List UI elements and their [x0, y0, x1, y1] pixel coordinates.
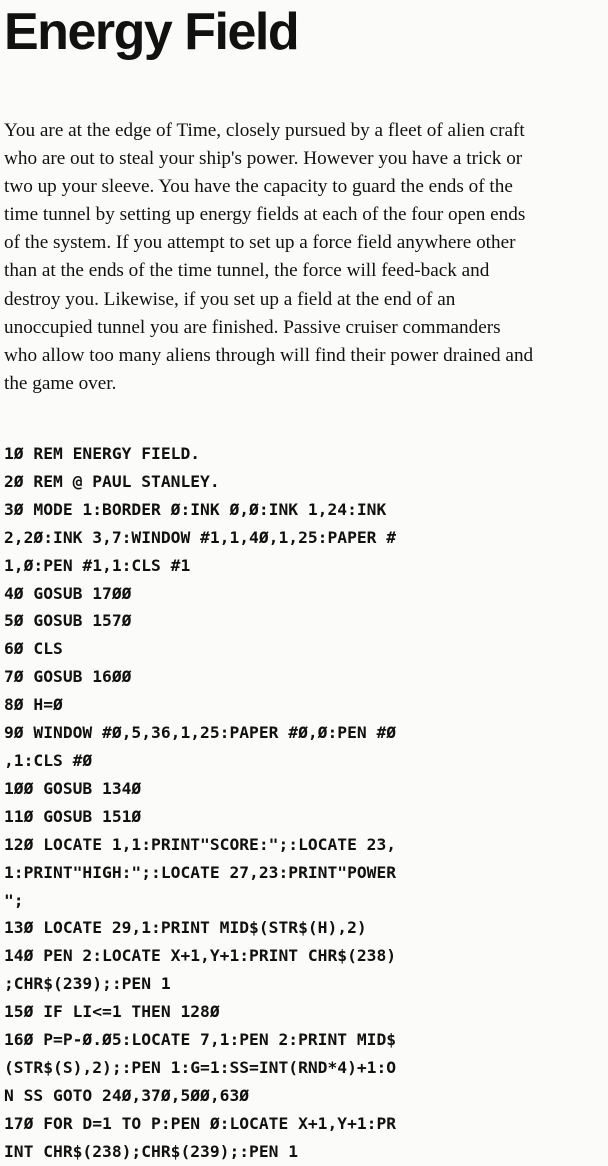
code-line: 2Ø REM @ PAUL STANLEY. — [4, 471, 220, 491]
code-line: 6Ø CLS — [4, 639, 63, 659]
code-line: INT CHR$(238);CHR$(239);:PEN 1 — [4, 1141, 299, 1161]
page-title: Energy Field — [4, 3, 299, 61]
code-line: 14Ø PEN 2:LOCATE X+1,Y+1:PRINT CHR$(238) — [4, 946, 397, 966]
basic-listing — [4, 440, 608, 1166]
code-line: 3Ø MODE 1:BORDER Ø:INK Ø,Ø:INK 1,24:INK — [4, 499, 387, 519]
intro-line: unoccupied tunnel you are finished. Passive cruiser commanders — [4, 316, 501, 338]
code-line: 12Ø LOCATE 1,1:PRINT"SCORE:";:LOCATE 23, — [4, 834, 397, 854]
code-line: 1:PRINT"HIGH:";:LOCATE 27,23:PRINT"POWER — [4, 862, 397, 882]
intro-line: You are at the edge of Time, closely pursued by a fleet of alien craft — [4, 120, 525, 141]
code-line: 11Ø GOSUB 151Ø — [4, 806, 142, 826]
code-line: 1,Ø:PEN #1,1:CLS #1 — [4, 555, 191, 575]
code-line: 4Ø GOSUB 17ØØ — [4, 583, 132, 603]
intro-line: of the system. If you attempt to set up a force field anywhere other — [4, 232, 516, 254]
intro-line: the game over. — [4, 372, 117, 394]
code-line: 16Ø P=P-Ø.Ø5:LOCATE 7,1:PEN 2:PRINT MID$ — [4, 1030, 397, 1050]
code-line: 13Ø LOCATE 29,1:PRINT MID$(STR$(H),2) — [4, 918, 367, 938]
intro-line: than at the ends of the time tunnel, the force will feed-back and — [4, 260, 490, 282]
code-line: 15Ø IF LI<=1 THEN 128Ø — [4, 1002, 220, 1022]
intro-paragraph — [4, 117, 604, 398]
intro-line: who allow too many aliens through will find their power drained and — [4, 344, 534, 366]
code-line: (STR$(S),2);:PEN 1:G=1:SS=INT(RND*4)+1:O — [4, 1057, 397, 1077]
code-line: 1ØØ GOSUB 134Ø — [4, 778, 142, 798]
code-line: N SS GOTO 24Ø,37Ø,5ØØ,63Ø — [4, 1085, 250, 1105]
intro-line: two up your sleeve. You have the capacity to guard the ends of the — [4, 176, 513, 198]
code-line: "; — [4, 890, 24, 910]
code-line: 5Ø GOSUB 157Ø — [4, 611, 132, 631]
code-line: ;CHR$(239);:PEN 1 — [4, 974, 171, 994]
code-line: 1Ø REM ENERGY FIELD. — [4, 444, 201, 463]
intro-line: who are out to steal your ship's power. However you have a trick or — [4, 148, 523, 170]
code-line: 17Ø FOR D=1 TO P:PEN Ø:LOCATE X+1,Y+1:PR — [4, 1113, 397, 1133]
code-line: 8Ø H=Ø — [4, 695, 63, 715]
code-line: ,1:CLS #Ø — [4, 750, 93, 770]
intro-line: destroy you. Likewise, if you set up a field at the end of an — [4, 288, 456, 310]
code-line: 7Ø GOSUB 16ØØ — [4, 667, 132, 687]
intro-line: time tunnel by setting up energy fields at each of the four open ends — [4, 204, 526, 226]
code-line: 9Ø WINDOW #Ø,5,36,1,25:PAPER #Ø,Ø:PEN #Ø — [4, 723, 397, 743]
code-line: 2,2Ø:INK 3,7:WINDOW #1,1,4Ø,1,25:PAPER # — [4, 527, 397, 547]
